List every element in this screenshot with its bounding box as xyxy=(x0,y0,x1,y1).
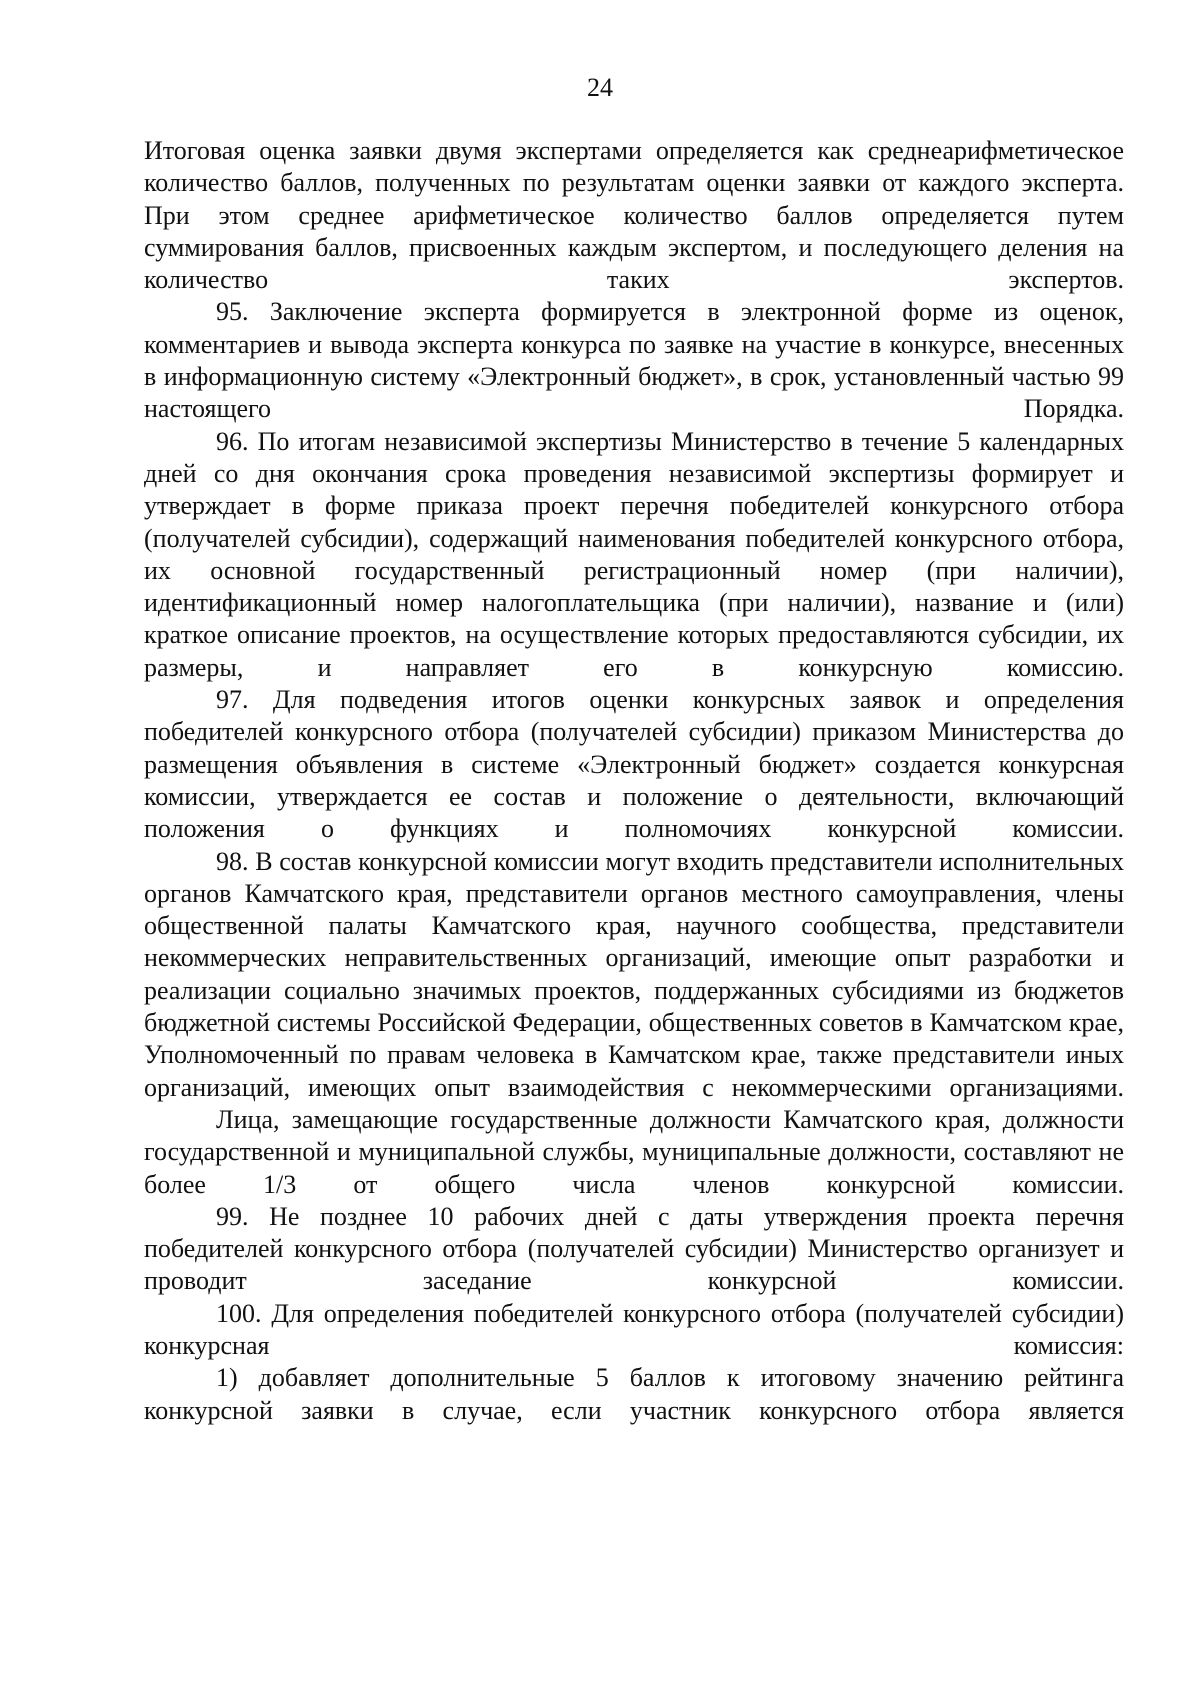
paragraph-95: 95. Заключение эксперта формируется в электронной форме из оценок, комментариев и вывода эксперта конкурса по заявке на участие в конкурсе, внесенных в информационную систему «Электронный бюджет», в срок, установленный частью 99 настоящего Порядка. xyxy=(144,297,1124,424)
paragraph-99: 99. Не позднее 10 рабочих дней с даты утверждения проекта перечня победителей конкурсного отбора (получателей субсидии) Министерство организует и проводит заседание конкурсной комиссии. xyxy=(144,1201,1124,1296)
paragraph-expert-score-average: Итоговая оценка заявки двумя экспертами определяется как среднеарифметическое количество баллов, полученных по результатам оценки заявки от каждого эксперта. При этом среднее арифметическое количество баллов определяется путем суммирования баллов, присвоенных каждым экспертом, и последующего деления на количество таких экспертов. xyxy=(144,136,1124,295)
paragraph-96: 96. По итогам независимой экспертизы Министерство в течение 5 календарных дней со дня окончания срока проведения независимой экспертизы формирует и утверждает в форме приказа проект перечня победителей конкурсного отбора (получателей субсидии), содержащий наименования победителей конкурсного отбора, их основной государственный регистрационный номер (при наличии), идентификационный номер налогоплательщика (при наличии), название и (или) краткое описание проектов, на осуществление которых предоставляются субсидии, их размеры, и направляет его в конкурсную комиссию. xyxy=(144,426,1124,682)
paragraph-97: 97. Для подведения итогов оценки конкурсных заявок и определения победителей конкурсного отбора (получателей субсидии) приказом Министерства до размещения объявления в системе «Электронный бюджет» создается конкурсная комиссии, утверждается ее состав и положение о деятельности, включающий положения о функциях и полномочиях конкурсной комиссии. xyxy=(144,685,1124,844)
paragraph-100: 100. Для определения победителей конкурсного отбора (получателей субсидии) конкурсная комиссия: xyxy=(144,1298,1124,1360)
paragraph-100-item-1: 1) добавляет дополнительные 5 баллов к итоговому значению рейтинга конкурсной заявки в случае, если участник конкурсного отбора является xyxy=(144,1363,1124,1425)
document-body xyxy=(144,135,1124,1427)
page-number: 24 xyxy=(587,73,613,102)
paragraph-officials-limit: Лица, замещающие государственные должности Камчатского края, должности государственной и муниципальной службы, муниципальные должности, составляют не более 1/3 от общего числа членов конкурсной комиссии. xyxy=(144,1104,1124,1199)
paragraph-98: 98. В состав конкурсной комиссии могут входить представители исполнительных органов Камчатского края, представители органов местного самоуправления, члены общественной палаты Камчатского края, научного сообщества, представители некоммерческих неправительственных организаций, имеющие опыт разработки и реализации социально значимых проектов, поддержанных субсидиями из бюджетов бюджетной системы Российской Федерации, общественных советов в Камчатском крае, Уполномоченный по правам человека в Камчатском крае, также представители иных организаций, имеющих опыт взаимодействия с некоммерческими организациями. xyxy=(144,846,1124,1102)
